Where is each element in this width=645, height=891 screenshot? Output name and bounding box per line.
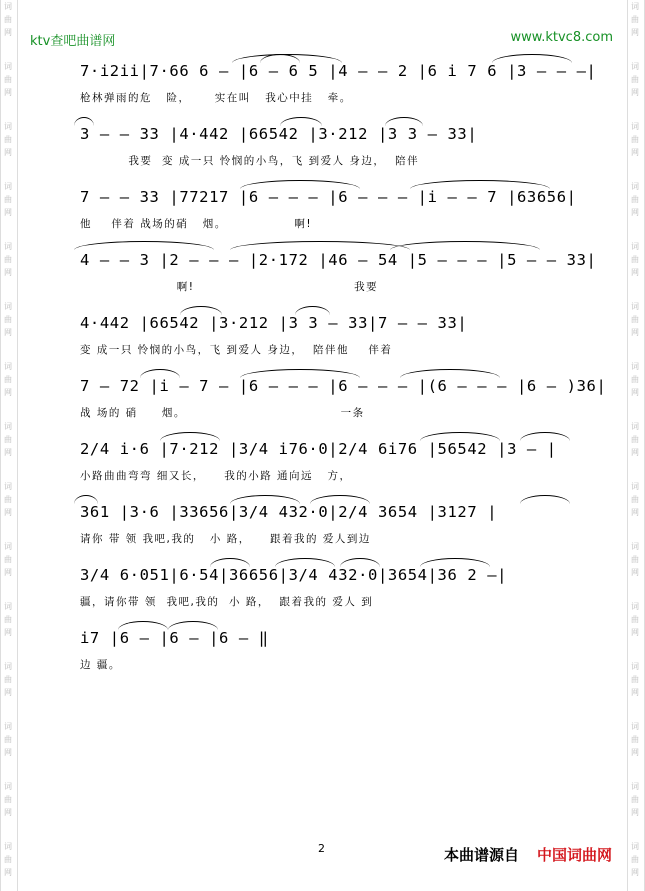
watermark-glyph: 网 xyxy=(4,268,12,277)
watermark-glyph: 词 xyxy=(631,842,639,851)
watermark-glyph: 曲 xyxy=(4,735,12,744)
watermark-glyph: 词 xyxy=(631,422,639,431)
watermark-glyph: 曲 xyxy=(631,135,639,144)
watermark-glyph: 词 xyxy=(631,782,639,791)
watermark-glyph: 词 xyxy=(4,722,12,731)
watermark-glyph: 曲 xyxy=(4,375,12,384)
notation: 3 — — 33 |4·442 |66542 |3·212 |3 3 — 33| xyxy=(80,125,478,143)
watermark-glyph: 网 xyxy=(4,748,12,757)
watermark-glyph: 词 xyxy=(631,122,639,131)
watermark-glyph: 网 xyxy=(631,688,639,697)
notation: 4 — — 3 |2 — — — |2·172 |46 — 54 |5 — — — |5 — — 33| xyxy=(80,251,597,269)
page-number: 2 xyxy=(318,842,325,855)
score-line-7 xyxy=(80,436,575,494)
watermark-glyph: 词 xyxy=(4,842,12,851)
watermark-glyph: 词 xyxy=(4,62,12,71)
source-site-name: 中国词曲网 xyxy=(536,846,612,864)
watermark-glyph: 曲 xyxy=(4,675,12,684)
site-title-left: ktv查吧曲谱网 xyxy=(30,34,116,49)
watermark-glyph: 曲 xyxy=(631,675,639,684)
score-line-5 xyxy=(80,310,575,368)
watermark-glyph: 网 xyxy=(631,628,639,637)
watermark-glyph: 词 xyxy=(4,2,12,11)
watermark-glyph: 词 xyxy=(4,542,12,551)
lyrics: 疆，请你带 领 我吧,我的 小 路， 跟着我的 爱人 到 xyxy=(80,596,374,608)
watermark-glyph: 词 xyxy=(4,482,12,491)
watermark-glyph: 词 xyxy=(631,602,639,611)
watermark-glyph: 网 xyxy=(631,448,639,457)
watermark-glyph: 曲 xyxy=(631,495,639,504)
watermark-glyph: 词 xyxy=(4,242,12,251)
watermark-glyph: 网 xyxy=(4,628,12,637)
watermark-glyph: 曲 xyxy=(4,555,12,564)
watermark-glyph: 词 xyxy=(4,422,12,431)
watermark-glyph: 曲 xyxy=(4,75,12,84)
lyrics: 他 伴着 战场的硝 烟。 啊! xyxy=(80,218,313,230)
watermark-glyph: 词 xyxy=(4,602,12,611)
notation: 7 — 72 |i — 7 — |6 — — — |6 — — — |(6 — — — |6 — )36| xyxy=(80,377,607,395)
watermark-glyph: 词 xyxy=(631,2,639,11)
watermark-glyph: 曲 xyxy=(4,435,12,444)
watermark-glyph: 词 xyxy=(631,722,639,731)
lyrics: 啊! 我要 xyxy=(80,281,379,293)
watermark-glyph: 曲 xyxy=(631,795,639,804)
source-label: 本曲谱源自 xyxy=(443,846,519,864)
notation: 7 — — 33 |77217 |6 — — — |6 — — — |i — — 7 |63656| xyxy=(80,188,577,206)
notation: 4·442 |66542 |3·212 |3 3 — 33|7 — — 33| xyxy=(80,314,468,332)
left-watermark-strip xyxy=(0,0,18,891)
watermark-glyph: 曲 xyxy=(4,15,12,24)
notation: 3/4 6·051|6·54|36656|3/4 432·0|3654|36 2 —| xyxy=(80,566,508,584)
watermark-glyph: 网 xyxy=(631,88,639,97)
notation: i7 |6 — |6 — |6 — ‖ xyxy=(80,629,269,647)
watermark-glyph: 曲 xyxy=(631,195,639,204)
watermark-glyph: 词 xyxy=(4,302,12,311)
watermark-glyph: 网 xyxy=(4,28,12,37)
watermark-glyph: 词 xyxy=(4,362,12,371)
watermark-glyph: 词 xyxy=(631,302,639,311)
watermark-glyph: 词 xyxy=(631,542,639,551)
lyrics: 枪林弹雨的危 险， 实在叫 我心中挂 牵。 xyxy=(80,92,352,104)
watermark-glyph: 曲 xyxy=(4,195,12,204)
watermark-glyph: 网 xyxy=(4,808,12,817)
watermark-glyph: 词 xyxy=(631,242,639,251)
watermark-glyph: 网 xyxy=(4,448,12,457)
watermark-glyph: 曲 xyxy=(4,855,12,864)
watermark-glyph: 网 xyxy=(631,28,639,37)
score-line-8 xyxy=(80,499,575,557)
watermark-glyph: 网 xyxy=(4,688,12,697)
watermark-glyph: 网 xyxy=(631,208,639,217)
watermark-glyph: 词 xyxy=(631,482,639,491)
notation: 7·i2ii|7·66 6 — |6 — 6 5 |4 — — 2 |6 i 7 6 |3 — — —| xyxy=(80,62,597,80)
watermark-glyph: 曲 xyxy=(631,75,639,84)
watermark-glyph: 网 xyxy=(631,508,639,517)
lyrics: 变 成一只 怜悯的小鸟，飞 到爱人 身边， 陪伴他 伴着 xyxy=(80,344,393,356)
lyrics: 边 疆。 xyxy=(80,659,121,671)
lyrics: 请你 带 领 我吧,我的 小 路， 跟着我的 爱人到边 xyxy=(80,533,371,545)
watermark-glyph: 词 xyxy=(4,182,12,191)
watermark-glyph: 网 xyxy=(4,868,12,877)
watermark-glyph: 网 xyxy=(4,148,12,157)
watermark-glyph: 曲 xyxy=(631,255,639,264)
watermark-glyph: 网 xyxy=(631,328,639,337)
score-line-9 xyxy=(80,562,575,620)
site-url-right: www.ktvc8.com xyxy=(510,30,613,45)
score-line-3 xyxy=(80,184,575,242)
watermark-glyph: 曲 xyxy=(631,555,639,564)
lyrics: 战 场的 硝 烟。 一条 xyxy=(80,407,365,419)
watermark-glyph: 曲 xyxy=(631,435,639,444)
watermark-glyph: 曲 xyxy=(631,375,639,384)
watermark-glyph: 词 xyxy=(631,62,639,71)
watermark-glyph: 曲 xyxy=(631,315,639,324)
watermark-glyph: 网 xyxy=(4,328,12,337)
watermark-glyph: 网 xyxy=(4,508,12,517)
watermark-glyph: 词 xyxy=(631,182,639,191)
watermark-glyph: 曲 xyxy=(631,15,639,24)
score-line-6 xyxy=(80,373,607,431)
watermark-glyph: 曲 xyxy=(4,495,12,504)
watermark-glyph: 网 xyxy=(631,868,639,877)
source-footer xyxy=(444,844,612,865)
right-watermark-strip xyxy=(627,0,645,891)
lyrics: 我要 变 成一只 怜悯的小鸟，飞 到爱人 身边， 陪伴 xyxy=(80,155,420,167)
watermark-glyph: 网 xyxy=(4,388,12,397)
watermark-glyph: 词 xyxy=(4,662,12,671)
score-line-4 xyxy=(80,247,597,305)
notation: 2/4 i·6 |7·212 |3/4 i76·0|2/4 6i76 |56542 |3 — | xyxy=(80,440,557,458)
watermark-glyph: 曲 xyxy=(4,795,12,804)
lyrics: 小路曲曲弯弯 细又长， 我的小路 通向远 方， xyxy=(80,470,352,482)
watermark-glyph: 网 xyxy=(631,268,639,277)
watermark-glyph: 曲 xyxy=(631,735,639,744)
watermark-glyph: 网 xyxy=(631,808,639,817)
notation: 361 |3·6 |33656|3/4 432·0|2/4 3654 |3127 | xyxy=(80,503,498,521)
watermark-glyph: 词 xyxy=(4,122,12,131)
watermark-glyph: 词 xyxy=(631,362,639,371)
watermark-glyph: 曲 xyxy=(4,315,12,324)
watermark-glyph: 网 xyxy=(631,568,639,577)
watermark-glyph: 曲 xyxy=(4,615,12,624)
watermark-glyph: 网 xyxy=(4,208,12,217)
watermark-glyph: 曲 xyxy=(4,135,12,144)
watermark-glyph: 网 xyxy=(4,568,12,577)
watermark-glyph: 曲 xyxy=(4,255,12,264)
score-line-1 xyxy=(80,58,597,116)
watermark-glyph: 曲 xyxy=(631,615,639,624)
watermark-glyph: 曲 xyxy=(631,855,639,864)
watermark-glyph: 网 xyxy=(4,88,12,97)
score-line-2 xyxy=(80,121,575,179)
watermark-glyph: 网 xyxy=(631,148,639,157)
watermark-glyph: 词 xyxy=(631,662,639,671)
score-line-10 xyxy=(80,625,575,683)
watermark-glyph: 网 xyxy=(631,388,639,397)
watermark-glyph: 词 xyxy=(4,782,12,791)
watermark-glyph: 网 xyxy=(631,748,639,757)
